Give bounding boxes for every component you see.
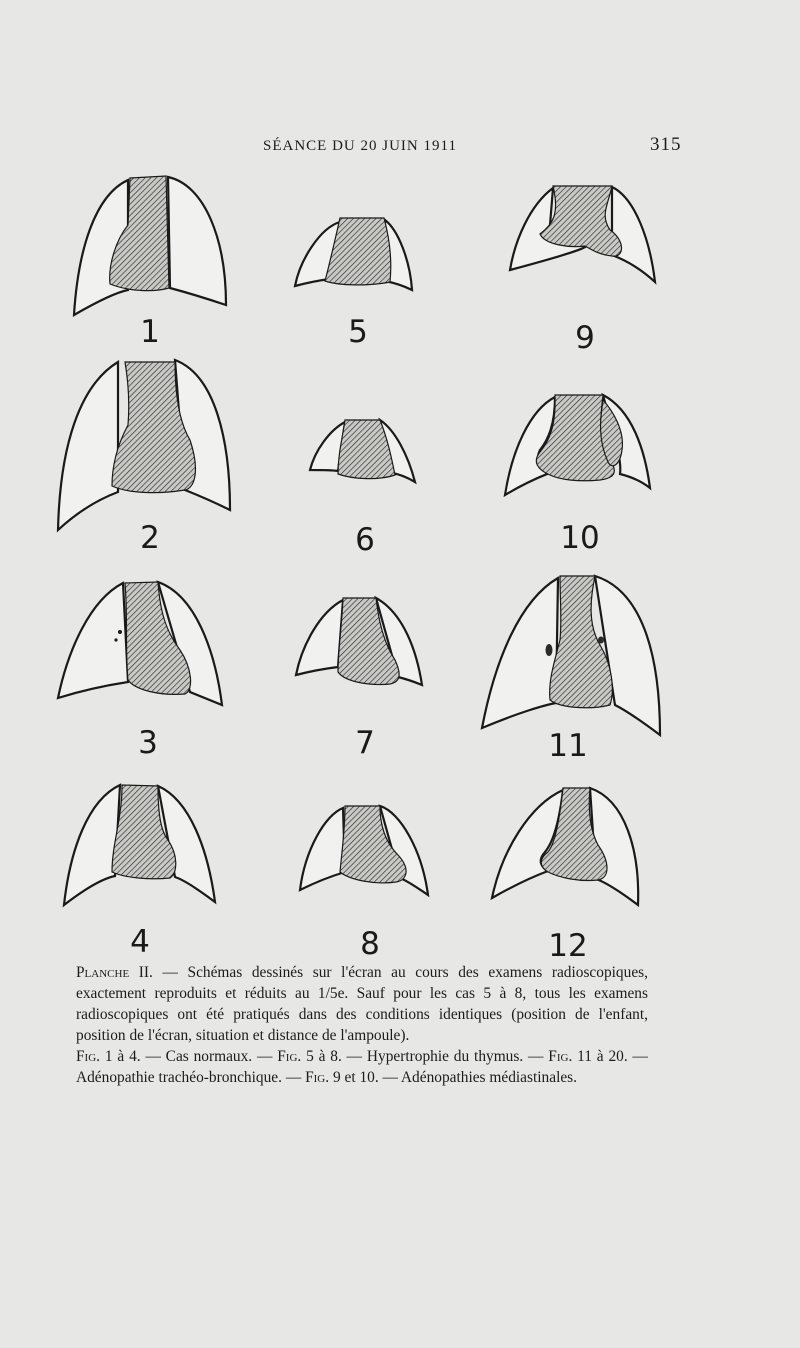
caption-plate-paragraph: [76, 962, 648, 1046]
figure-1-number: 1: [140, 314, 160, 350]
caption-fig-label-3: Fig.: [548, 1048, 573, 1065]
figure-9-number: 9: [575, 320, 595, 356]
caption-fig-text-2: 5 à 8. — Hypertrophie du thymus. —: [306, 1048, 544, 1065]
figure-11: [482, 576, 660, 764]
figure-3-number: 3: [138, 725, 158, 761]
figure-5-number: 5: [348, 314, 368, 350]
figure-8: [300, 806, 428, 960]
figure-7: [296, 598, 422, 761]
figure-1: [74, 176, 226, 350]
figure-6: [310, 420, 415, 558]
caption-fig-label-1: Fig.: [76, 1048, 101, 1065]
figure-4: [64, 785, 215, 960]
page-number: 315: [650, 134, 682, 155]
figure-5: [295, 218, 412, 350]
figure-12-number: 12: [548, 928, 588, 960]
caption-figure-legend: [76, 1046, 648, 1088]
plate-caption: [76, 962, 648, 1088]
figure-6-number: 6: [355, 522, 375, 558]
figure-7-number: 7: [355, 725, 375, 761]
caption-plate-label: Planche: [76, 964, 130, 981]
figure-10: [505, 395, 650, 556]
figure-3: [58, 582, 222, 761]
caption-fig-text-1: 1 à 4. — Cas normaux. —: [104, 1048, 273, 1065]
figure-4-number: 4: [130, 924, 150, 960]
caption-fig-label-2: Fig.: [277, 1048, 302, 1065]
figure-12: [492, 788, 638, 960]
figure-2: [58, 360, 230, 556]
figure-11-number: 11: [548, 728, 588, 764]
running-title: SÉANCE DU 20 JUIN 1911: [263, 138, 457, 154]
caption-plate-text: II. — Schémas dessinés sur l'écran au cours des examens radioscopiques, exactement reproduits et réduits au 1/5e. Sauf pour les cas 5 à 8, tous les examens radioscopiques ont été pratiqués dans des conditions identiques (position de l'enfant, position de l'écran, situation et distance de l'ampoule).: [76, 964, 648, 1044]
figure-8-number: 8: [360, 926, 380, 960]
caption-fig-text-4: 9 et 10. — Adénopathies médiastinales.: [332, 1069, 578, 1086]
caption-fig-label-4: Fig.: [305, 1069, 330, 1086]
figure-2-number: 2: [140, 520, 160, 556]
figure-9: [510, 186, 655, 356]
caption-fig-text-3: 11 à 20. — Adénopathie trachéo-bronchique. —: [76, 1048, 648, 1086]
figure-10-number: 10: [560, 520, 600, 556]
